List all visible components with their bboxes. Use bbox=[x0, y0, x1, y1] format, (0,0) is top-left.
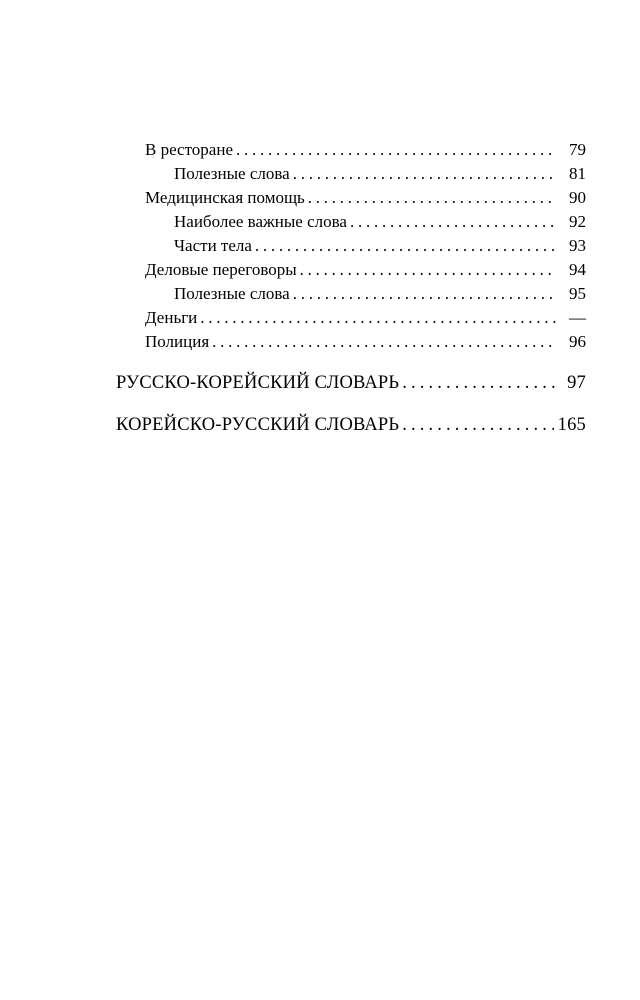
toc-section-page: 97 bbox=[567, 373, 586, 393]
toc-entry-page: 79 bbox=[569, 140, 586, 159]
toc-entry-delovye-peregovory[interactable] bbox=[116, 258, 586, 282]
toc-entry-page: 95 bbox=[569, 284, 586, 303]
toc-entry-title: В ресторане bbox=[145, 140, 233, 159]
toc-entry-title: Полиция bbox=[145, 332, 210, 351]
toc-entry-page: 92 bbox=[569, 212, 586, 231]
toc-entry-title: Наиболее важные слова bbox=[174, 212, 347, 231]
dot-leader bbox=[402, 371, 556, 395]
toc-entry-title: Деловые переговоры bbox=[145, 260, 297, 279]
toc-entry-title: Медицинская помощь bbox=[145, 188, 305, 207]
toc-section-page: 165 bbox=[557, 415, 586, 435]
toc-entry-page: 81 bbox=[569, 164, 586, 183]
dot-leader bbox=[350, 210, 556, 234]
toc-entry-poleznye-slova[interactable] bbox=[116, 162, 586, 186]
toc-entry-title: Полезные слова bbox=[174, 284, 290, 303]
toc-entry-meditsinskaya-pomoshch[interactable] bbox=[116, 186, 586, 210]
toc-entry-chasti-tela[interactable] bbox=[116, 234, 586, 258]
toc-entry-page: — bbox=[569, 308, 586, 327]
toc-entry-page: 90 bbox=[569, 188, 586, 207]
toc-entry-page: 94 bbox=[569, 260, 586, 279]
toc-entry-v-restorane[interactable] bbox=[116, 138, 586, 162]
toc-entry-poleznye-slova-2[interactable] bbox=[116, 282, 586, 306]
dot-leader bbox=[300, 258, 556, 282]
dot-leader bbox=[402, 413, 553, 437]
toc-section-title: РУССКО-КОРЕЙСКИЙ СЛОВАРЬ bbox=[116, 373, 400, 393]
toc-section-title: КОРЕЙСКО-РУССКИЙ СЛОВАРЬ bbox=[116, 415, 400, 435]
toc-entry-naibolee-vazhnye-slova[interactable] bbox=[116, 210, 586, 234]
dot-leader bbox=[212, 330, 556, 354]
dot-leader bbox=[236, 138, 556, 162]
table-of-contents bbox=[116, 138, 586, 437]
toc-section-russian-korean-dictionary[interactable] bbox=[116, 371, 586, 395]
toc-entry-politsiya[interactable] bbox=[116, 330, 586, 354]
dot-leader bbox=[255, 234, 556, 258]
toc-entry-page: 96 bbox=[569, 332, 586, 351]
toc-entry-page: 93 bbox=[569, 236, 586, 255]
toc-section-korean-russian-dictionary[interactable] bbox=[116, 413, 586, 437]
dot-leader bbox=[293, 282, 556, 306]
toc-entry-dengi[interactable] bbox=[116, 306, 586, 330]
toc-entry-title: Полезные слова bbox=[174, 164, 290, 183]
dot-leader bbox=[200, 306, 556, 330]
dot-leader bbox=[308, 186, 556, 210]
dot-leader bbox=[293, 162, 556, 186]
toc-entry-title: Части тела bbox=[174, 236, 252, 255]
toc-entry-title: Деньги bbox=[145, 308, 198, 327]
